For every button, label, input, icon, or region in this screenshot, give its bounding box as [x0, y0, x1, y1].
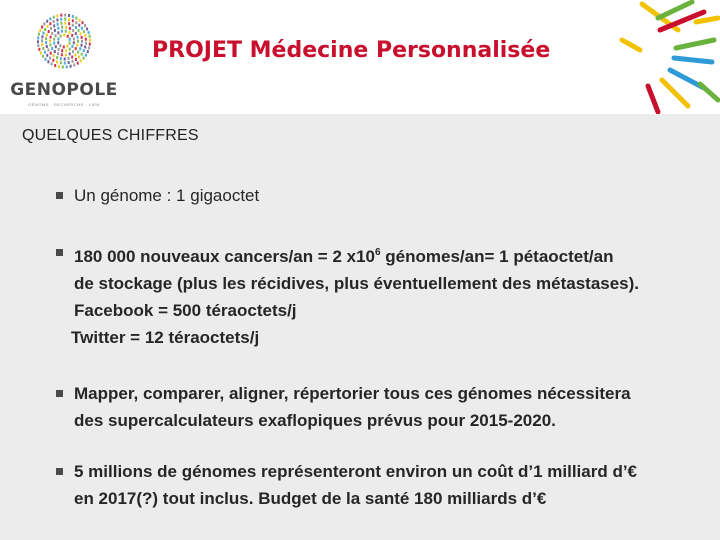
bullet-line: Mapper, comparer, aligner, répertorier tous ces génomes nécessitera [74, 384, 631, 403]
bullet-text [74, 182, 259, 209]
bullet-line: 5 millions de génomes représenteront environ un coût d’1 milliard d’€ [74, 462, 638, 481]
square-bullet-icon [56, 249, 63, 256]
genopole-emblem-icon [34, 10, 94, 72]
bullet-line [74, 239, 639, 270]
bullet-line: en 2017(?) tout inclus. Budget de la santé 180 milliards d’€ [74, 489, 547, 508]
bullet-line: de stockage (plus les récidives, plus éventuellement des métastases). [74, 274, 640, 293]
square-bullet-icon [56, 468, 63, 475]
bullet-line: Un génome : 1 gigaoctet [74, 186, 260, 205]
bullet-line: des supercalculateurs exaflopiques prévus pour 2015-2020. [74, 411, 556, 430]
decorative-rays-icon [600, 0, 720, 114]
bullet-text [74, 380, 631, 434]
bullet-line: Facebook = 500 téraoctets/j [74, 301, 297, 320]
bullet-line-part: génomes/an= 1 pétaoctet/an [380, 247, 614, 266]
logo-tagline: GÉNOME · RECHERCHE · LIEN [28, 102, 100, 107]
section-heading: QUELQUES CHIFFRES [22, 127, 199, 144]
slide-title: PROJET Médecine Personnalisée [152, 38, 551, 63]
slide-body [0, 114, 720, 540]
bullet-text [71, 239, 640, 351]
superscript: 6 [375, 247, 381, 258]
bullet-line: Twitter = 12 téraoctets/j [71, 328, 260, 347]
logo-name: GENOPOLE [10, 80, 118, 100]
bullet-text [74, 458, 637, 512]
genopole-logo [8, 10, 120, 106]
slide-header [0, 0, 720, 114]
bullet-line-part: 180 000 nouveaux cancers/an = 2 x10 [74, 247, 376, 266]
square-bullet-icon [56, 390, 63, 397]
square-bullet-icon [56, 192, 63, 199]
